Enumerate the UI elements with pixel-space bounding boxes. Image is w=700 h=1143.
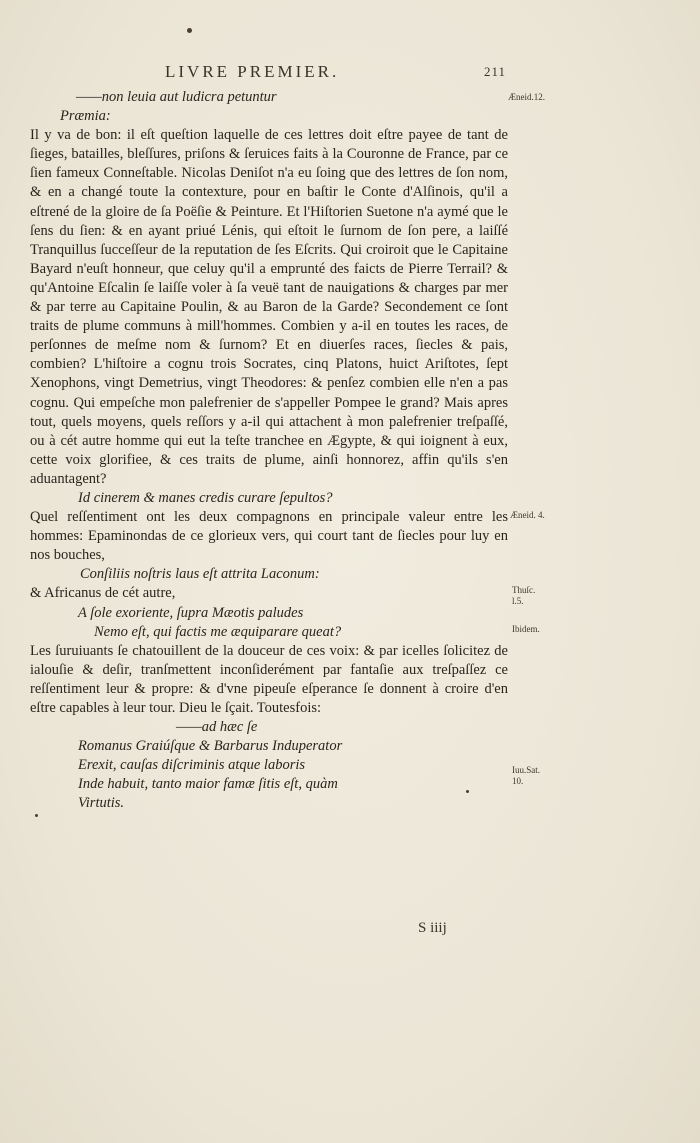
paragraph: Les ſuruiuants ſe chatouillent de la douceur de ces voix: & par icelles ſolicitez de ialouſie & deſir, tranſmettent inconſiderément par fantaſie aux treſpaſſez ce reſſentiment leur & propre: & d'vne pipeuſe eſperance ſe donnent à croire d'en eſtre capables à leur tour. Dieu le ſçait. Toutesfois: [30,642,508,716]
paragraph: Il y va de bon: il eſt queſtion laquelle de ces lettres doit eſtre payee de tant de ſieges, batailles, bleſſures, priſons & ſeruices faits à la Couronne de France, par ce ſien fameux Conneſtable. Nicolas Deniſot n'a eu ſoing que des lettres de ſon nom, & en a changé toute la contexture, pour en baſtir le Conte d'Alſinois, qu'il a eſtrené de la gloire de ſa Poëſie & Peinture. Et l'Hiſtorien Suetone n'a aymé que le ſens du ſien: & en ayant priué Lénis, qui eſtoit le ſurnom de ſon pere, a laiſſé Tranquillus ſucceſſeur de la reputation de ſes Eſcrits. Qui croiroit que le Capitaine Bayard n'euſt honneur, que celuy qu'il a emprunté des faicts de Pierre Terrail? & qu'Antoine Eſcalin ſe laiſſe voler à ſa veuë tant de nauigations & charges par mer & par terre au Capitaine Poulin, & au Baron de la Garde? Secondement ce ſont traits de plume communs à mill'hommes. Combien y a-il en toutes les races, de perſonnes de meſme nom & ſurnom? Et en diuerſes races, ſiecles & pais, combien? L'hiſtoire a cognu trois Socrates, cinq Platons, huict Ariſtotes, ſept Xenophons, vingt Demetrius, vingt Theodores: & penſez combien elle n'en a pas cognu. Qui empeſche mon palefrenier de s'appeller Pompee le grand? Mais apres tout, quels moyens, quels reſſors y a-il qui attachent à mon palefrenier treſpaſſé, ou à cét autre homme qui eut la teſte tranchee en Ægypte, & qui ioignent à eux, cette voix glorifiee, & ces traits de plume, ainſi honnorez, affin qu'ils s'en aduantagent? [30,127,508,487]
page-number: 211 [484,64,507,79]
marginal-note: Iuu.Sat. 10. [512,765,540,786]
latin-quote: ——non leuia aut ludicra petuntur [76,89,277,105]
ink-speck [35,814,38,817]
ink-speck [187,28,192,33]
ink-speck [466,790,469,793]
verse-line: Romanus Graiúſque & Barbarus Induperator [78,738,343,755]
page-header [0,62,700,86]
verse-line: Nemo eſt, qui factis me æquiparare queat? [94,623,342,640]
marginal-note: Ibidem. [512,624,540,634]
paragraph: & Africanus de cét autre, [30,585,176,602]
marginal-note: Thuſc. l.5. [512,585,536,606]
verse-line: Conſiliis noſtris laus eſt attrita Laconum: [80,566,320,583]
latin-quote: Præmia: [60,108,111,125]
signature-mark: S iiij [418,920,447,936]
main-text [30,88,508,814]
marginal-note: Æneid. 4. [510,510,545,520]
marginal-note: Æneid.12. [508,92,545,102]
verse-line: A ſole exoriente, ſupra Mæotis paludes [78,604,304,621]
verse-line: Virtutis. [78,795,125,812]
latin-quote: Id cinerem & manes credis curare ſepultos? [78,489,333,506]
running-head: LIVRE PREMIER. [165,62,340,81]
verse-line: Inde habuit, tanto maior famæ ſitis eſt, quàm [78,776,338,793]
verse-line: ——ad hæc ſe [176,719,258,736]
paragraph: Quel reſſentiment ont les deux compagnons en principale valeur entre les hommes: Epaminondas de ce glorieux vers, qui court tant de ſiecles pour luy en nos bouches, [30,509,508,564]
verse-line: Erexit, cauſas diſcriminis atque laboris [78,757,306,774]
